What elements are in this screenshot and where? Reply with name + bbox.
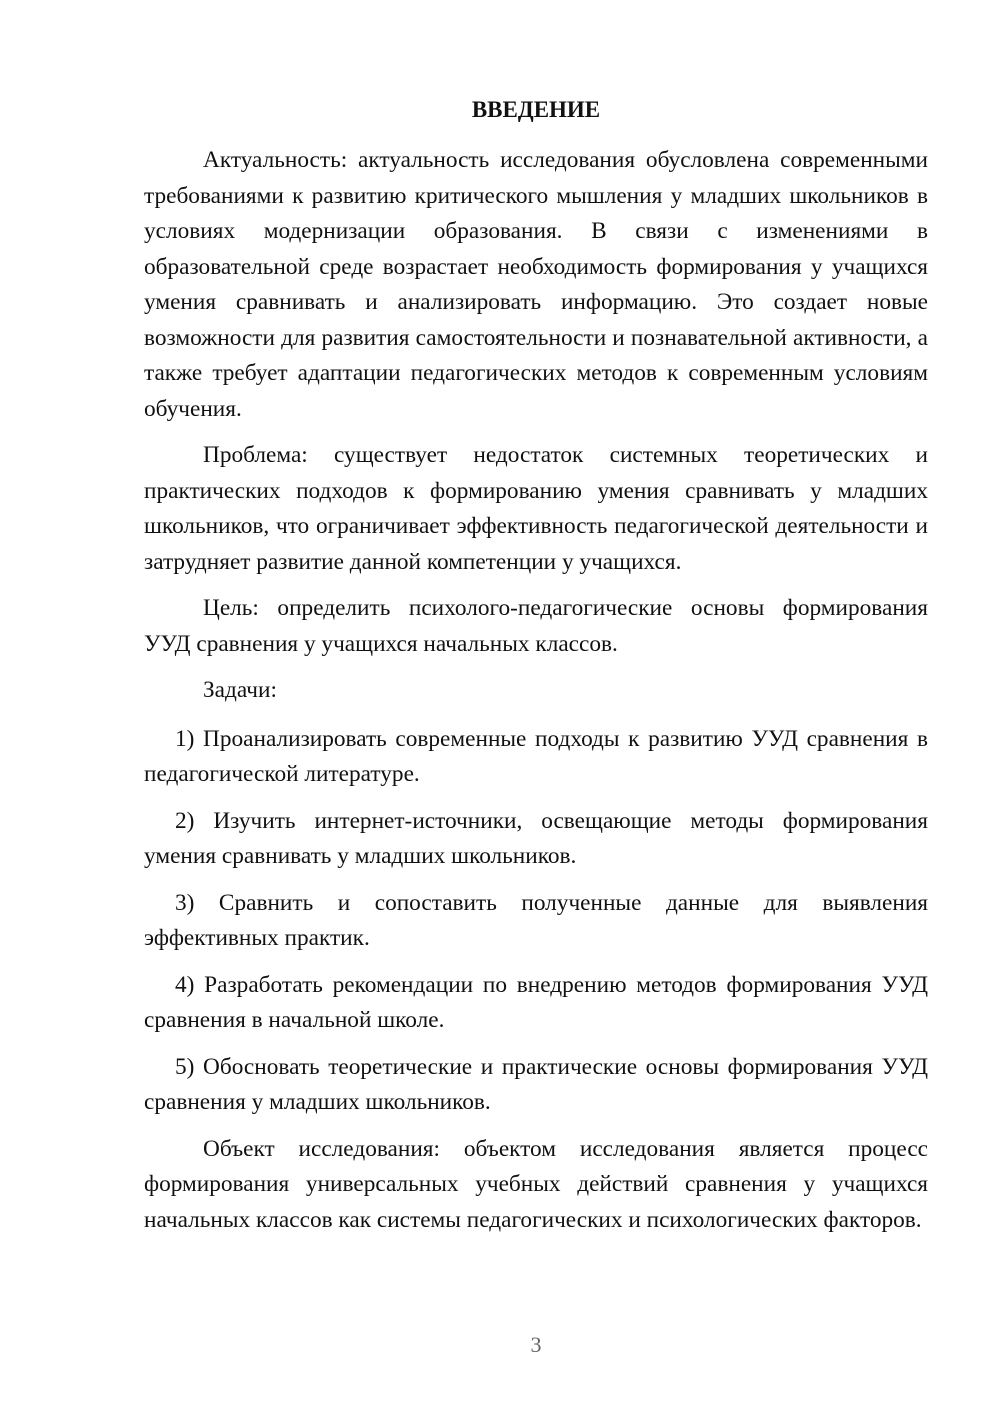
task-item-5: 5) Обосновать теоретические и практические основы формирования УУД сравнения у младших школьников.: [144, 1053, 928, 1115]
page-content: [144, 92, 928, 1249]
task-item-2: 2) Изучить интернет-источники, освещающие методы формирования умения сравнивать у младших школьников.: [144, 807, 928, 869]
task-item-4: 4) Разработать рекомендации по внедрению методов формирования УУД сравнения в начальной школе.: [144, 971, 928, 1033]
relevance-paragraph: Актуальность: актуальность исследования обусловлена современными требованиями к развитию критического мышления у младших школьников в условиях модернизации образования. В связи с изменениями в образовательной среде возрастает необходимость формирования у учащихся умения сравнивать и анализировать информацию. Это создает новые возможности для развития самостоятельности и познавательной активности, а также требует адаптации педагогических методов к современным условиям обучения.: [144, 147, 928, 422]
page-number: 3: [530, 1332, 542, 1357]
task-item-1: 1) Проанализировать современные подходы к развитию УУД сравнения в педагогической литературе.: [144, 725, 928, 787]
goal-paragraph: Цель: определить психолого-педагогические основы формирования УУД сравнения у учащихся начальных классов.: [144, 595, 928, 657]
task-item-3: 3) Сравнить и сопоставить полученные данные для выявления эффективных практик.: [144, 889, 928, 951]
tasks-label: Задачи:: [203, 677, 277, 703]
object-paragraph: Объект исследования: объектом исследования является процесс формирования универсальных учебных действий сравнения у учащихся начальных классов как системы педагогических и психологических факторов.: [144, 1135, 928, 1233]
section-heading: ВВЕДЕНИЕ: [471, 97, 601, 122]
problem-paragraph: Проблема: существует недостаток системных теоретических и практических подходов к формированию умения сравнивать у младших школьников, что ограничивает эффективность педагогической деятельности и затрудняет развитие данной компетенции у учащихся.: [144, 442, 928, 575]
